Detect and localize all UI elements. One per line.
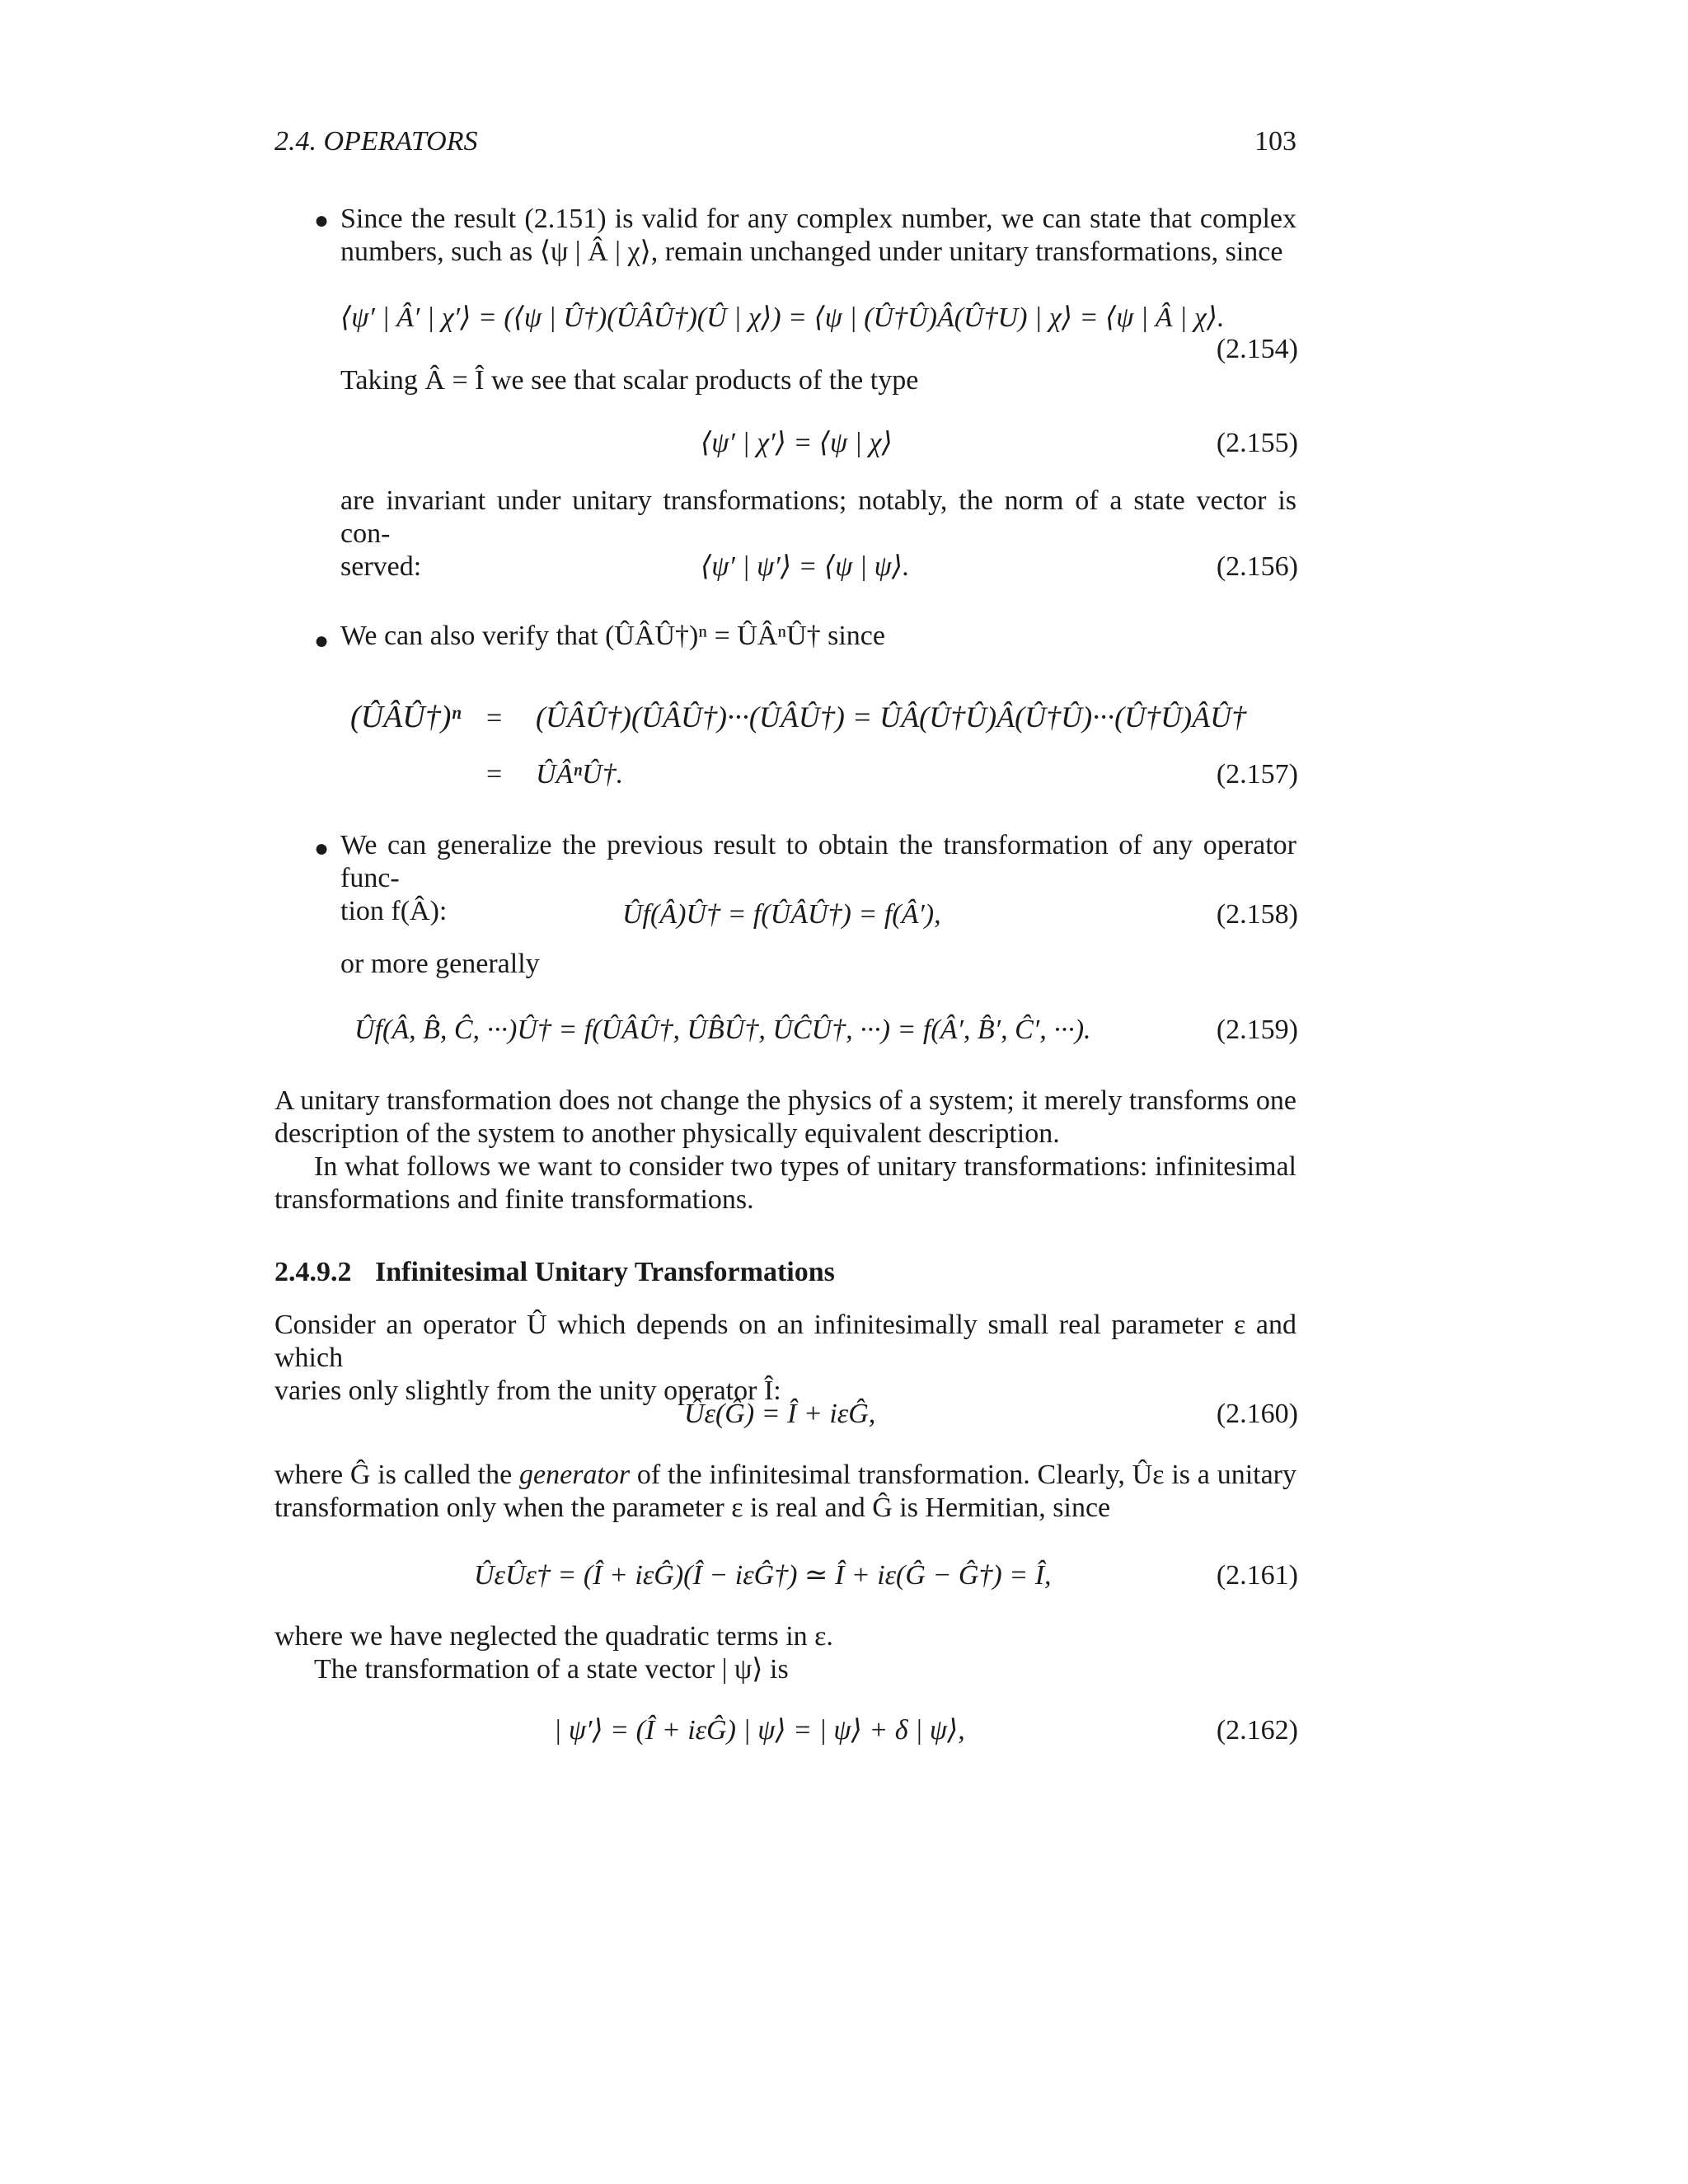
equation-2-159: Ûf(Â, B̂, Ĉ, ···)Û† = f(ÛÂÛ†, ÛB̂Û†, ÛĈÛ†, ···) = f(Â′, B̂′, Ĉ′, ···). — [354, 1015, 1091, 1045]
equation-2-162: | ψ′⟩ = (Î + iεĜ) | ψ⟩ = | ψ⟩ + δ | ψ⟩, — [554, 1715, 965, 1746]
body-line: transformation only when the parameter ε is real and Ĝ is Hermitian, since — [274, 1493, 1111, 1523]
emphasis-generator: generator — [519, 1460, 631, 1490]
equation-2-157-rhs: ÛÂⁿÛ†. — [536, 759, 624, 790]
bullet-line: We can generalize the previous result to obtain the transformation of any operator func- — [340, 830, 1296, 893]
bullet-line: tion f(Â): — [340, 896, 448, 926]
body-paragraph — [274, 1309, 1296, 1408]
bullet-text: We can also verify that (ÛÂÛ†)ⁿ = ÛÂⁿÛ† since — [340, 621, 885, 651]
equation-2-155: ⟨ψ′ | χ′⟩ = ⟨ψ | χ⟩ — [701, 428, 893, 458]
body-line: where we have neglected the quadratic terms in ε. — [274, 1621, 833, 1652]
body-line: are invariant under unitary transformations; notably, the norm of a state vector is con- — [340, 485, 1296, 549]
body-line: The transformation of a state vector | ψ⟩ is — [314, 1654, 789, 1685]
bullet-marker: ● — [314, 835, 330, 862]
equation-2-154: ⟨ψ′ | Â′ | χ′⟩ = (⟨ψ | Û†)(ÛÂÛ†)(Û | χ⟩) = ⟨ψ | (Û†Û)Â(Û†U) | χ⟩ = ⟨ψ | Â | χ⟩. — [340, 302, 1225, 333]
equation-number: (2.159) — [1216, 1015, 1298, 1045]
equation-number: (2.161) — [1216, 1560, 1298, 1591]
body-paragraph — [274, 1085, 1296, 1151]
body-line: description of the system to another physically equivalent description. — [274, 1118, 1060, 1149]
body-line: served: — [340, 551, 422, 582]
body-text: of the infinitesimal transformation. Clearly, Ûε is a unitary — [630, 1460, 1296, 1490]
bullet-line: numbers, such as ⟨ψ | Â | χ⟩, remain unchanged under unitary transformations, since — [340, 237, 1283, 267]
subsection-title: Infinitesimal Unitary Transformations — [375, 1257, 835, 1287]
equation-2-160: Ûε(Ĝ) = Î + iεĜ, — [684, 1399, 876, 1429]
body-line: Taking Â = Î we see that scalar products of the type — [340, 365, 919, 396]
equation-number: (2.155) — [1216, 428, 1298, 458]
running-header-section: 2.4. OPERATORS — [274, 126, 478, 157]
bullet-text — [340, 203, 1296, 269]
bullet-marker: ● — [314, 627, 330, 654]
equation-2-157-equals: = — [486, 759, 503, 790]
equation-2-161: ÛεÛε† = (Î + iεĜ)(Î − iεĜ†) ≃ Î + iε(Ĝ − Ĝ†) = Î, — [474, 1560, 1052, 1591]
subsection-number: 2.4.9.2 — [274, 1257, 352, 1287]
body-text: where Ĝ is called the — [274, 1460, 520, 1490]
body-line: varies only slightly from the unity operator Î: — [274, 1376, 781, 1406]
body-line: or more generally — [340, 949, 540, 979]
equation-2-158: Ûf(Â)Û† = f(ÛÂÛ†) = f(Â′), — [622, 899, 941, 930]
body-line: A unitary transformation does not change the physics of a system; it merely transforms one — [274, 1085, 1296, 1116]
equation-2-157-rhs: (ÛÂÛ†)(ÛÂÛ†)···(ÛÂÛ†) = ÛÂ(Û†Û)Â(Û†Û)···(Û†Û)ÂÛ† — [536, 701, 1247, 733]
body-line: In what follows we want to consider two types of unitary transformations: infinitesimal — [314, 1151, 1296, 1182]
equation-number: (2.160) — [1216, 1399, 1298, 1429]
equation-number: (2.154) — [1216, 334, 1298, 364]
equation-number: (2.158) — [1216, 899, 1298, 930]
bullet-line: Since the result (2.151) is valid for any complex number, we can state that complex — [340, 204, 1296, 234]
page-number: 103 — [1254, 126, 1296, 157]
equation-2-157-equals: = — [486, 703, 503, 733]
equation-number: (2.162) — [1216, 1715, 1298, 1746]
equation-number: (2.157) — [1216, 759, 1298, 790]
equation-2-156: ⟨ψ′ | ψ′⟩ = ⟨ψ | ψ⟩. — [701, 551, 910, 582]
body-paragraph — [274, 1151, 1296, 1216]
body-line: Consider an operator Û which depends on an infinitesimally small real parameter ε and which — [274, 1310, 1296, 1373]
body-line: transformations and finite transformations. — [274, 1184, 754, 1215]
body-paragraph — [274, 1459, 1296, 1525]
equation-2-157-lhs: (ÛÂÛ†)ⁿ — [350, 700, 462, 734]
bullet-marker: ● — [314, 207, 330, 234]
equation-number: (2.156) — [1216, 551, 1298, 582]
body-line — [274, 1459, 1296, 1492]
